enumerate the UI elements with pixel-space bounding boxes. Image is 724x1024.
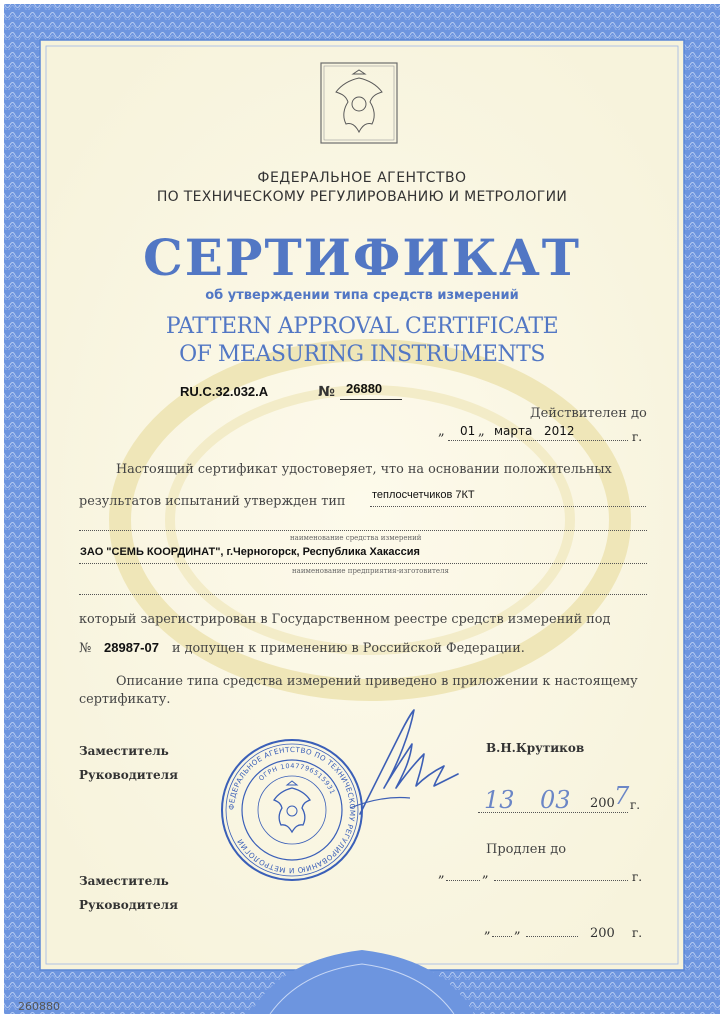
valid-year: 2012 bbox=[544, 424, 575, 438]
manufacturer-name: ЗАО "СЕМЬ КООРДИНАТ", г.Черногорск, Республика Хакассия bbox=[80, 546, 420, 558]
certificate-number: 26880 bbox=[346, 381, 383, 396]
signatory-2-close-quote: „ bbox=[514, 922, 521, 937]
signatory-1-title-line-1: Заместитель bbox=[79, 744, 169, 758]
seal-outer-text: ФЕДЕРАЛЬНОЕ АГЕНТСТВО ПО ТЕХНИЧЕСКОМУ РЕГУЛИРОВАНИЮ И МЕТРОЛОГИИ bbox=[226, 744, 358, 876]
caption-instrument: наименование средства измерений bbox=[290, 534, 422, 542]
valid-year-suffix: г. bbox=[632, 430, 643, 444]
signatory-2-year-prefix: 200 bbox=[590, 926, 615, 941]
signatory-2-title-line-1: Заместитель bbox=[79, 874, 169, 888]
signatory-2-open-quote: „ bbox=[484, 922, 491, 937]
registry-suffix: и допущен к применению в Российской Федерации. bbox=[172, 641, 525, 656]
certificate-title: СЕРТИФИКАТ bbox=[142, 228, 582, 287]
certificate-title-en-1: PATTERN APPROVAL CERTIFICATE bbox=[165, 314, 559, 339]
signatory-1-date-year-prefix: 200 bbox=[590, 796, 615, 811]
body-paragraph-3-line-1: Описание типа средства измерений приведено в приложении к настоящему bbox=[116, 674, 638, 689]
seal-inner-text: ОГРН 1047796515931 bbox=[257, 761, 337, 796]
extension-close-quote: „ bbox=[482, 866, 489, 881]
signatory-1-name: В.Н.Крутиков bbox=[486, 741, 585, 755]
signatory-2-suffix: г. bbox=[632, 926, 643, 940]
body-paragraph-1-line-1: Настоящий сертификат удостоверяет, что на основании положительных bbox=[116, 462, 612, 477]
signatory-1-date-year-digit: 7 bbox=[614, 782, 630, 810]
caption-manufacturer: наименование предприятия-изготовителя bbox=[292, 567, 449, 575]
signatory-1-date-suffix: г. bbox=[630, 798, 641, 812]
valid-day: 01 bbox=[460, 424, 476, 438]
serial-number: 260880 bbox=[18, 1000, 60, 1013]
valid-month: марта bbox=[494, 424, 533, 438]
instrument-type-dots-2 bbox=[79, 530, 647, 531]
extension-day-dots bbox=[446, 880, 480, 881]
extension-open-quote: „ bbox=[438, 866, 445, 881]
agency-line-2: ПО ТЕХНИЧЕСКОМУ РЕГУЛИРОВАНИЮ И МЕТРОЛОГИИ bbox=[156, 189, 568, 205]
valid-until-label: Действителен до bbox=[530, 406, 647, 421]
signatory-2-title-line-2: Руководителя bbox=[79, 898, 179, 912]
extension-dots bbox=[494, 880, 628, 881]
instrument-type: теплосчетчиков 7КТ bbox=[372, 489, 475, 501]
registry-line: который зарегистрирован в Государственном реестре средств измерений под bbox=[79, 612, 611, 627]
manufacturer-dots-2 bbox=[79, 594, 647, 595]
extension-suffix: г. bbox=[632, 870, 643, 884]
certificate-title-en-2: OF MEASURING INSTRUMENTS bbox=[179, 342, 545, 367]
registry-number-prefix: № bbox=[79, 641, 92, 656]
instrument-type-dots bbox=[370, 506, 646, 507]
body-paragraph-1-line-2: результатов испытаний утвержден тип bbox=[79, 494, 346, 509]
certificate-number-line bbox=[340, 399, 402, 400]
certificate-subtitle-ru: об утверждении типа средств измерений bbox=[205, 288, 519, 303]
coat-of-arms-icon bbox=[320, 62, 398, 144]
svg-text:ОГРН 1047796515931 bbox=[257, 762, 337, 796]
extension-label: Продлен до bbox=[486, 842, 567, 857]
valid-close-quote: „ bbox=[478, 424, 485, 439]
signatory-1-title-line-2: Руководителя bbox=[79, 768, 179, 782]
registry-number: 28987-07 bbox=[104, 640, 159, 655]
signatory-1-date-dots bbox=[478, 812, 628, 813]
valid-dots bbox=[448, 440, 628, 441]
body-paragraph-3-line-2: сертификату. bbox=[79, 692, 171, 707]
certificate-number-label: № bbox=[318, 384, 335, 400]
handwritten-signature bbox=[340, 704, 470, 824]
agency-line-1: ФЕДЕРАЛЬНОЕ АГЕНТСТВО bbox=[257, 170, 467, 186]
manufacturer-dots bbox=[79, 563, 647, 564]
signatory-1-date-day: 13 bbox=[484, 786, 515, 814]
signatory-2-month-dots bbox=[526, 936, 578, 937]
signatory-1-date-month: 03 bbox=[540, 786, 571, 814]
signatory-2-day-dots bbox=[492, 936, 512, 937]
valid-open-quote: „ bbox=[438, 424, 445, 439]
certificate-code: RU.C.32.032.A bbox=[180, 384, 269, 399]
